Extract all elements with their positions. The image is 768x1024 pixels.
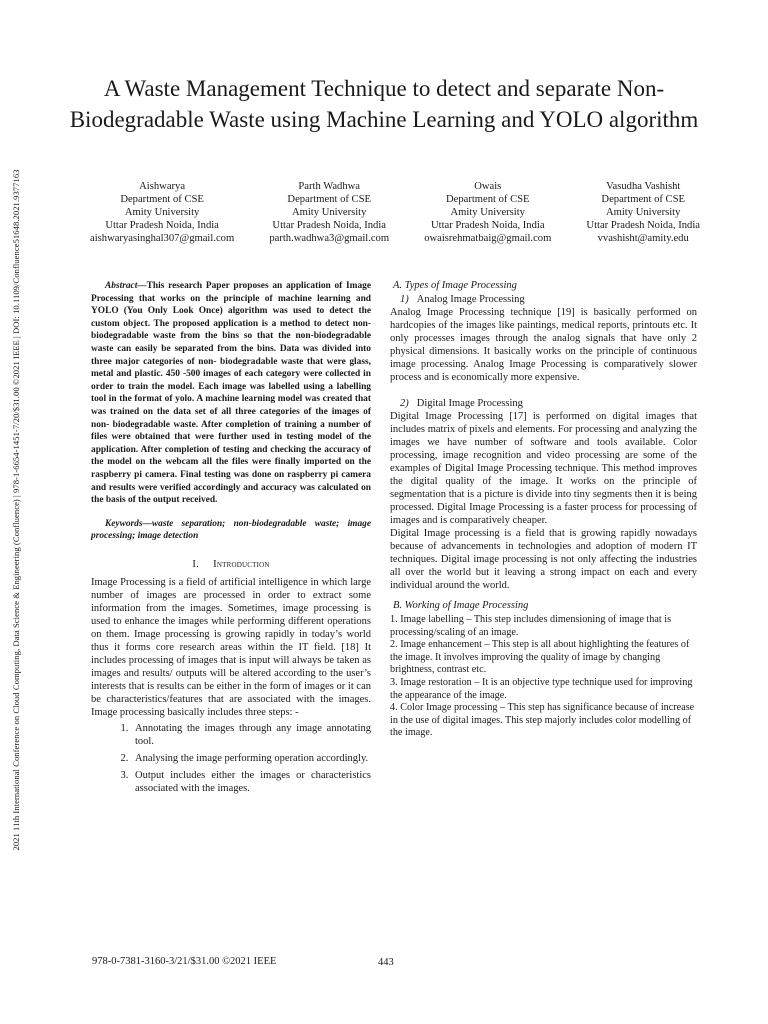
author-email: vvashisht@amity.edu	[597, 233, 689, 244]
author-3	[424, 180, 551, 245]
abstract-label: Abstract	[105, 281, 138, 291]
author-dept: Department of CSE	[120, 194, 204, 205]
digital-growth-paragraph: Digital Image processing is a field that is growing rapidly nowadays because of advancements in technologies and adoption of modern IT techniques. Digital image processing is not only affecting the industries all over the world but it leaving a strong impact on each and every individual around the world.	[390, 528, 697, 591]
right-column	[390, 280, 697, 740]
author-univ: Amity University	[291, 207, 367, 218]
working-step: 4. Color Image processing – This step has significance because of increase in the use of digital images. This step majorly includes color modelling of the image.	[390, 702, 695, 739]
working-steps	[390, 614, 697, 740]
list-item: 3. Output includes either the images or characteristics associated with the images.	[131, 769, 371, 795]
left-column	[91, 280, 371, 799]
section-number: I.	[192, 558, 199, 570]
author-location: Uttar Pradesh Noida, India	[586, 220, 700, 231]
paper-title: A Waste Management Technique to detect and separate Non-Biodegradable Waste using Machine Learning and YOLO algorithm	[69, 76, 699, 132]
list-item: 2. Analysing the image performing operation accordingly.	[131, 752, 371, 765]
page-number: 443	[378, 957, 394, 968]
intro-paragraph: Image Processing is a field of artificial intelligence in which large number of images are processed in order to extract some information from the images. Sometimes, image processing is used to enhance the images while performing different operations on them. Image processing is growing rapidly in today’s world thus it forms core research areas within the IT field. [18] It includes processing of images that is input will always be taken as images and results/ outputs will be altered according to the user’s interests that is results can be either in the form of images or it can be characteristics/features that are associated with the images. Image processing basically includes three steps: -	[91, 576, 371, 718]
author-block	[90, 180, 700, 245]
subsubsection-number: 1)	[400, 294, 409, 305]
author-dept: Department of CSE	[601, 194, 685, 205]
author-univ: Amity University	[124, 207, 200, 218]
list-item: 1. Annotating the images through any image annotating tool.	[131, 722, 371, 748]
author-dept: Department of CSE	[445, 194, 530, 205]
author-name: Owais	[474, 181, 502, 192]
section-heading-introduction	[91, 559, 371, 570]
author-univ: Amity University	[450, 207, 525, 218]
digital-paragraph: Digital Image Processing [17] is performed on digital images that includes matrix of pixels and elements. For processing and analyzing the images we have number of software and tools available. Color processing, image recognition and video processing are some of the examples of Digital Image Processing technique. This method improves the digital quality of the image. It works on the principle of segmentation that is a picture is divide into tiny segments then it is being processed. Digital Image Processing is a faster process for processing of images and is comparatively cheaper.	[390, 411, 697, 526]
author-email: owaisrehmatbaig@gmail.com	[424, 233, 552, 244]
author-name: Vasudha Vashisht	[606, 181, 681, 192]
footer-copyright: 978-0-7381-3160-3/21/$31.00 ©2021 IEEE	[92, 956, 277, 967]
abstract	[91, 280, 371, 507]
subsubsection-heading-digital	[390, 398, 697, 409]
author-location: Uttar Pradesh Noida, India	[105, 220, 219, 231]
keywords: Keywords—waste separation; non-biodegradable waste; image processing; image detection	[91, 518, 371, 542]
working-step: 2. Image enhancement – This step is all about highlighting the features of the image. It involves improving the quality of image by changing brightness, contrast etc.	[390, 639, 690, 676]
author-location: Uttar Pradesh Noida, India	[272, 220, 386, 231]
section-title: Introduction	[213, 558, 270, 570]
working-step: 3. Image restoration – It is an objective type technique used for improving the appearance of the image.	[390, 676, 693, 701]
subsection-heading-working: B. Working of Image Processing	[393, 600, 529, 611]
author-name: Aishwarya	[139, 181, 186, 192]
abstract-text: —This research Paper proposes an application of Image Processing that works on the principle of machine learning and YOLO (You Only Look Once) algorithm was used to detect the custom object. The proposed application is a method to detect non-biodegradable waste from the bins so that the non-biodegradable waste can easily be separated from the bins. Data was divided into three major categories of non- biodegradable waste that were glass, metal and plastic. 450 -500 images of each category were collected in order to train the model. Each image was labelled using a labelling tool in the format of yolo. A machine learning model was created that was trained on the data set of all three categories of the images of non- biodegradable waste. After completion of training a number of files were obtained that were further used in testing model of the application. After completion of testing and checking the accuracy of the model on the webcam all the files were finally imported on the raspberry pi camera. Final testing was done on raspberry pi camera and results were verified accordingly and accuracy was calculated on the basis of the output received.	[91, 281, 371, 506]
subsubsection-number: 2)	[400, 398, 409, 409]
working-step: 1. Image labelling – This step includes dimensioning of image that is processing/scaling of an image.	[390, 614, 672, 638]
subsubsection-heading-analog	[390, 294, 697, 305]
doi-sidebar	[3, 100, 29, 920]
doi-sidebar-text: 2021 11th International Conference on Cloud Computing, Data Science & Engineering (Confluence) | 978-1-6654-1451-7/20/$31.00 ©2021 IEEE | DOI: 10.1109/Confluence51648.2021.9377163	[11, 169, 21, 851]
author-1	[90, 180, 234, 245]
subsection-heading-types: A. Types of Image Processing	[393, 280, 517, 291]
author-2	[269, 180, 389, 245]
analog-paragraph: Analog Image Processing technique [19] is basically performed on hardcopies of the images like paintings, medical reports, printouts etc. It only processes images through the analog signals that have only 2 physical dimensions. It basically works on the principle of continuous image processing. Analog Image Processing is comparatively slower process and is economically more expensive.	[390, 307, 697, 383]
author-email: parth.wadhwa3@gmail.com	[269, 233, 390, 244]
author-dept: Department of CSE	[287, 194, 371, 205]
subsubsection-title: Analog Image Processing	[416, 294, 525, 305]
author-univ: Amity University	[605, 207, 681, 218]
author-email: aishwaryasinghal307@gmail.com	[90, 233, 235, 244]
subsubsection-title: Digital Image Processing	[416, 398, 523, 409]
author-4	[586, 180, 700, 245]
author-location: Uttar Pradesh Noida, India	[430, 220, 545, 231]
author-name: Parth Wadhwa	[298, 181, 361, 192]
intro-steps-list	[91, 722, 371, 795]
